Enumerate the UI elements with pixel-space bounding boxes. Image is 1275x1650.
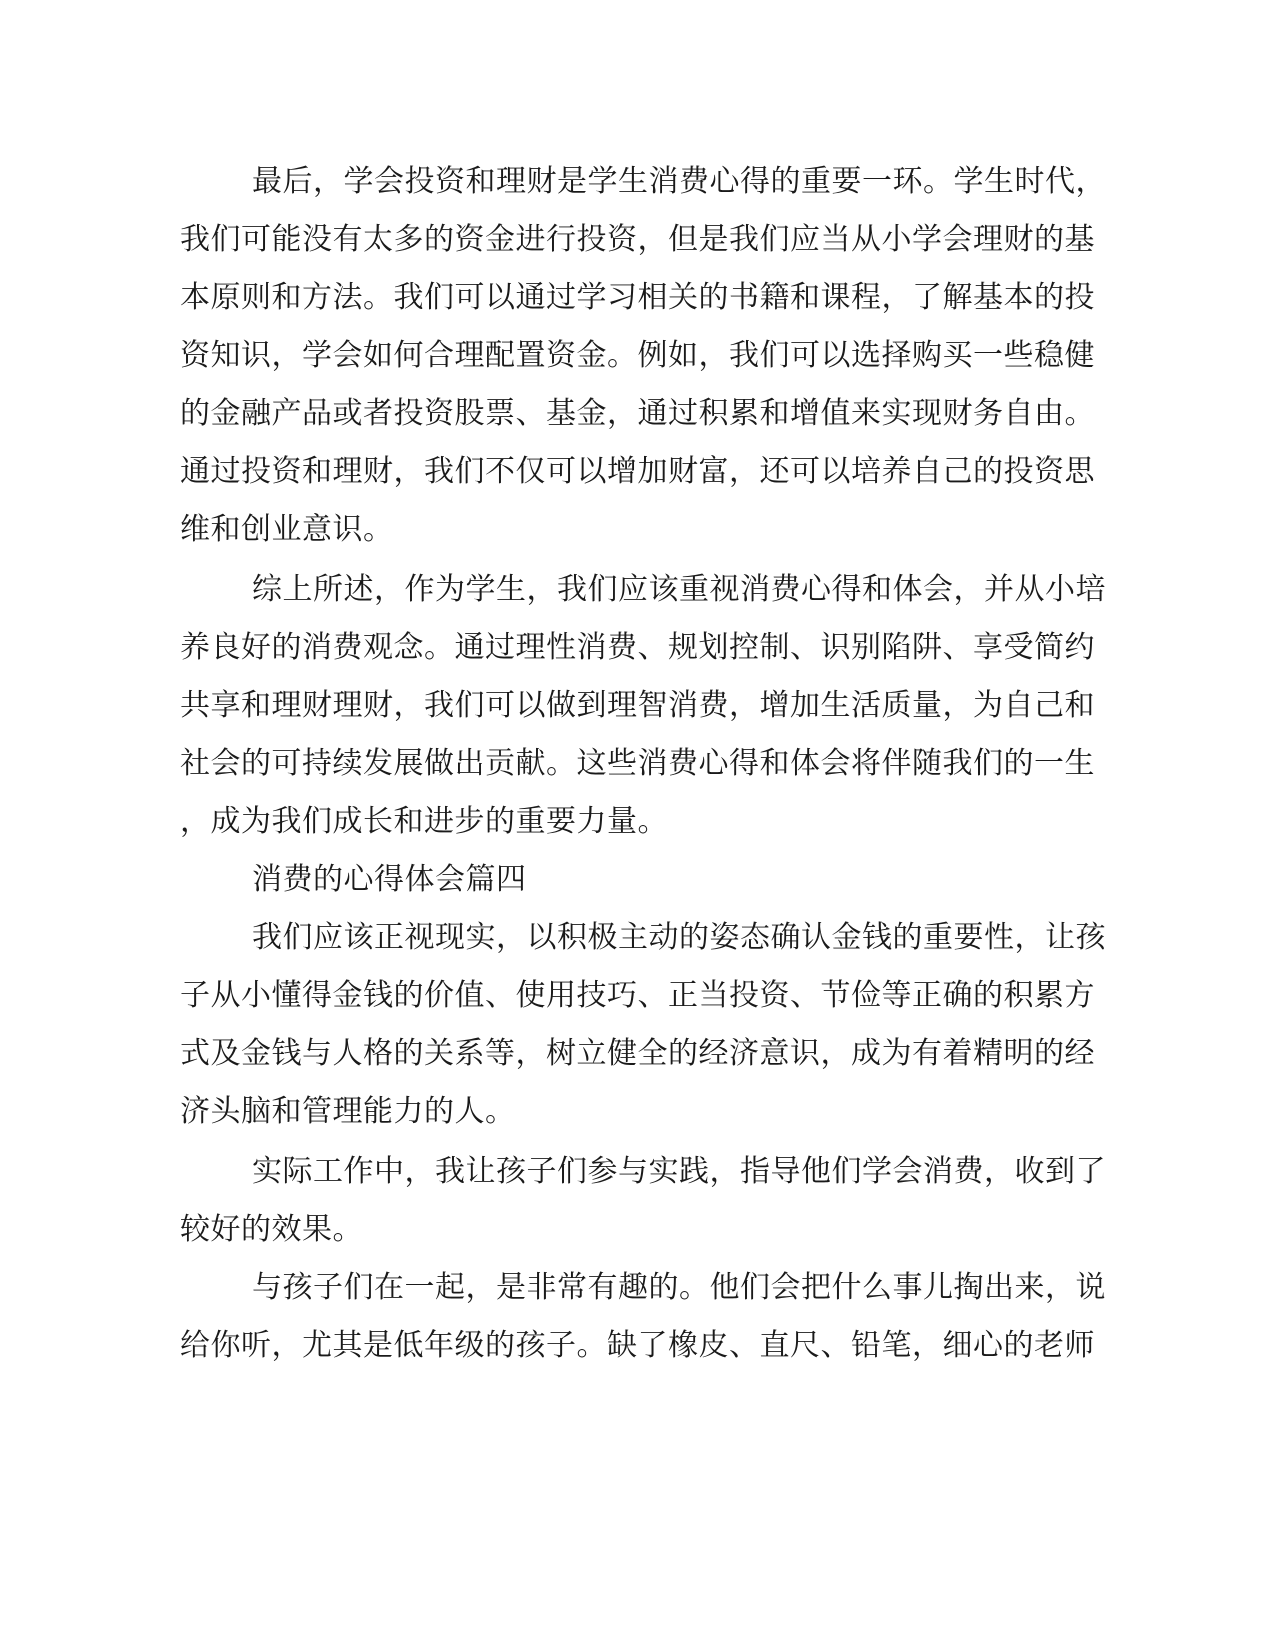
text-line: 济头脑和管理能力的人。 [180, 1094, 516, 1129]
text-line: ，成为我们成长和进步的重要力量。 [180, 804, 668, 839]
text-line: 较好的效果。 [180, 1212, 363, 1247]
text-line: 通过投资和理财，我们不仅可以增加财富，还可以培养自己的投资思 [180, 454, 1095, 489]
text-line: 子从小懂得金钱的价值、使用技巧、正当投资、节俭等正确的积累方 [180, 978, 1095, 1013]
text-line: 的金融产品或者投资股票、基金，通过积累和增值来实现财务自由。 [180, 396, 1095, 431]
text-line: 实际工作中，我让孩子们参与实践，指导他们学会消费，收到了 [252, 1154, 1106, 1189]
text-line: 共享和理财理财，我们可以做到理智消费，增加生活质量，为自己和 [180, 688, 1095, 723]
text-line: 我们可能没有太多的资金进行投资，但是我们应当从小学会理财的基 [180, 222, 1095, 257]
text-line: 本原则和方法。我们可以通过学习相关的书籍和课程，了解基本的投 [180, 280, 1095, 315]
section-heading: 消费的心得体会篇四 [252, 862, 527, 897]
text-line: 给你听，尤其是低年级的孩子。缺了橡皮、直尺、铅笔，细心的老师 [180, 1328, 1095, 1363]
text-line: 资知识，学会如何合理配置资金。例如，我们可以选择购买一些稳健 [180, 338, 1095, 373]
text-line: 养良好的消费观念。通过理性消费、规划控制、识别陷阱、享受简约 [180, 630, 1095, 665]
text-line: 综上所述，作为学生，我们应该重视消费心得和体会，并从小培 [252, 572, 1106, 607]
text-line: 维和创业意识。 [180, 512, 394, 547]
text-line: 最后，学会投资和理财是学生消费心得的重要一环。学生时代， [252, 164, 1106, 199]
text-line: 与孩子们在一起，是非常有趣的。他们会把什么事儿掏出来，说 [252, 1270, 1106, 1305]
text-line: 我们应该正视现实，以积极主动的姿态确认金钱的重要性，让孩 [252, 920, 1106, 955]
text-line: 社会的可持续发展做出贡献。这些消费心得和体会将伴随我们的一生 [180, 746, 1095, 781]
text-line: 式及金钱与人格的关系等，树立健全的经济意识，成为有着精明的经 [180, 1036, 1095, 1071]
